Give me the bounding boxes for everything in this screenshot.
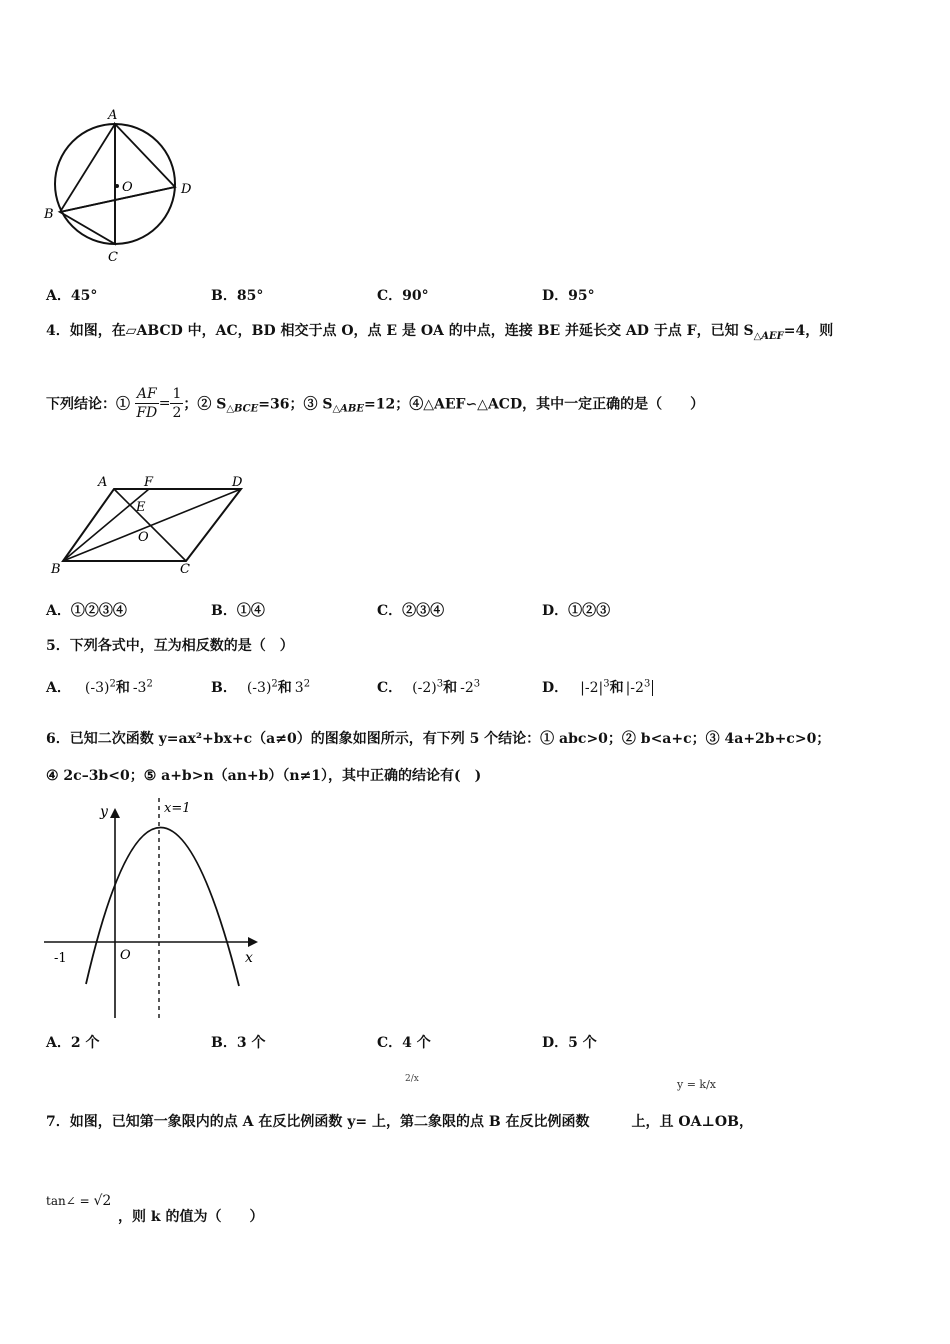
q4-frac-equals: = — [158, 395, 171, 412]
q7-stem-line2: ，则 k 的值为（ ） — [118, 1209, 264, 1225]
q5-option-a-expr2: -3 — [132, 680, 147, 696]
q5-option-b-and: 和 — [277, 680, 292, 696]
q4-label-o: O — [138, 530, 149, 545]
q6-option-d[interactable]: D．5 个 — [542, 1035, 597, 1051]
q4-stem-line1-end: =4，则 — [783, 323, 834, 339]
q5-option-a-exp1: 2 — [109, 678, 116, 690]
q3-center-dot — [115, 184, 119, 188]
q5-option-d-expr1: |-2| — [580, 680, 604, 696]
q5-option-c-and: 和 — [443, 680, 458, 696]
q3-option-d[interactable]: D．95° — [542, 288, 595, 304]
q3-option-a[interactable]: A．45° — [46, 288, 98, 304]
q5-option-d-expr2: |-2 — [625, 680, 644, 696]
q4-conclusion-3: =36；③ S — [258, 396, 333, 413]
q4-frac-half-num: 1 — [172, 386, 182, 402]
q3-option-c[interactable]: C．90° — [377, 288, 429, 304]
q5-option-b[interactable] — [211, 677, 310, 697]
q7-tan-expression — [46, 1193, 111, 1209]
q6-parabola-graph — [40, 796, 270, 1026]
q6-option-b[interactable]: B．3 个 — [211, 1035, 266, 1051]
q5-option-d-label: D． — [542, 680, 569, 696]
q5-option-d-exp1: 3 — [603, 678, 610, 690]
q4-conclusion-3-sub: △ABE — [332, 403, 364, 415]
q4-label-f: F — [144, 475, 154, 490]
q3-option-b[interactable]: B．85° — [211, 288, 264, 304]
q4-frac-numerator: AF — [136, 386, 157, 402]
q4-frac-af-fd — [135, 385, 159, 422]
q3-circle-figure — [40, 104, 210, 269]
q7-floating-fraction: 2/x — [405, 1074, 419, 1084]
q3-chord-bd — [60, 187, 175, 212]
q3-chord-ab — [60, 124, 115, 212]
q6-label-o: O — [120, 948, 131, 963]
q4-option-d[interactable]: D．①②③ — [542, 603, 611, 619]
q7-stem-line1: 7．如图，已知第一象限内的点 A 在反比例函数 y= 上，第二象限的点 B 在反比例函数 上，且 OA⊥OB， — [46, 1114, 753, 1130]
q4-conclusion-2-sub: △BCE — [226, 403, 259, 415]
q4-option-b[interactable]: B．①④ — [211, 603, 265, 619]
q7-tan-lhs: tan∠ = — [46, 1194, 90, 1208]
q6-option-c[interactable]: C．4 个 — [377, 1035, 431, 1051]
q4-label-d: D — [232, 475, 243, 490]
q6-stem-line2: ④ 2c–3b<0；⑤ a+b>n（an+b）（n≠1），其中正确的结论有( ) — [46, 768, 482, 784]
q6-y-axis-arrow — [110, 808, 120, 818]
q5-option-c-exp2: 3 — [473, 678, 481, 690]
q4-stem-line1-sub: △AEF — [753, 330, 784, 342]
q7-tan-rhs: √2 — [93, 1193, 112, 1209]
q6-option-a[interactable]: A．2 个 — [46, 1035, 100, 1051]
q7-floating-equation: y = k/x — [677, 1078, 716, 1091]
q6-stem-line1: 6．已知二次函数 y=ax²+bx+c（a≠0）的图象如图所示，有下列 5 个结论：① abc>0；② b<a+c；③ 4a+2b+c>0； — [46, 731, 831, 747]
q5-option-c-exp1: 3 — [436, 678, 444, 690]
q4-option-c[interactable]: C．②③④ — [377, 603, 445, 619]
q6-parabola — [86, 827, 239, 986]
q4-frac-denominator: FD — [136, 405, 158, 421]
q4-option-a[interactable]: A．①②③④ — [46, 603, 127, 619]
q5-option-b-exp2: 2 — [303, 678, 311, 690]
q5-option-c-expr1: (-2) — [412, 680, 437, 696]
q5-option-c-label: C． — [377, 680, 403, 696]
q6-label-y: y — [100, 804, 108, 820]
q3-label-d: D — [181, 182, 192, 197]
q3-label-o: O — [122, 180, 133, 195]
q4-stem-line1-text: 4．如图，在▱ABCD 中，AC，BD 相交于点 O，点 E 是 OA 的中点，连接 BE 并延长交 AD 于点 F，已知 S — [46, 323, 754, 339]
q5-option-a-exp2: 2 — [146, 678, 153, 690]
q5-option-a-and: 和 — [115, 680, 130, 696]
q4-conclusion-2: ；② S — [183, 396, 227, 413]
q3-label-c: C — [108, 250, 118, 265]
q4-label-b: B — [51, 562, 61, 577]
q5-option-b-expr2: 3 — [294, 680, 304, 696]
q3-label-a: A — [108, 108, 118, 123]
q4-stem-line2 — [46, 385, 704, 422]
q5-option-b-exp1: 2 — [271, 678, 278, 690]
q4-label-e: E — [136, 500, 146, 515]
q5-option-d-and: 和 — [609, 680, 624, 696]
q5-option-d-bar — [652, 680, 653, 696]
q3-label-b: B — [44, 207, 54, 222]
q5-option-a-expr1: (-3) — [84, 680, 110, 696]
q4-frac-half — [170, 385, 183, 422]
q5-option-c-expr2: -2 — [460, 680, 474, 696]
q4-parallelogram-figure — [46, 470, 261, 585]
q4-stem-line1 — [46, 320, 833, 342]
q5-option-b-expr1: (-3) — [246, 680, 272, 696]
q5-option-d[interactable] — [542, 677, 653, 697]
q4-conclusions-intro: 下列结论：① — [46, 396, 130, 413]
q5-option-a[interactable] — [46, 677, 153, 697]
q5-option-a-label: A． — [46, 680, 71, 696]
q5-option-c[interactable] — [377, 677, 480, 697]
q4-conclusion-4: =12；④△AEF∽△ACD，其中一定正确的是（ ） — [364, 396, 705, 413]
q6-label-neg1: -1 — [54, 951, 67, 966]
q5-option-b-label: B． — [211, 680, 237, 696]
q4-label-a: A — [98, 475, 108, 490]
q4-frac-half-den: 2 — [172, 405, 182, 421]
q5-stem: 5．下列各式中，互为相反数的是（ ） — [46, 638, 294, 654]
q5-option-d-exp2: 3 — [643, 678, 651, 690]
q4-label-c: C — [180, 562, 190, 577]
q6-label-axis: x=1 — [164, 801, 191, 816]
q6-label-x: x — [245, 950, 253, 966]
q6-x-axis-arrow — [248, 937, 258, 947]
